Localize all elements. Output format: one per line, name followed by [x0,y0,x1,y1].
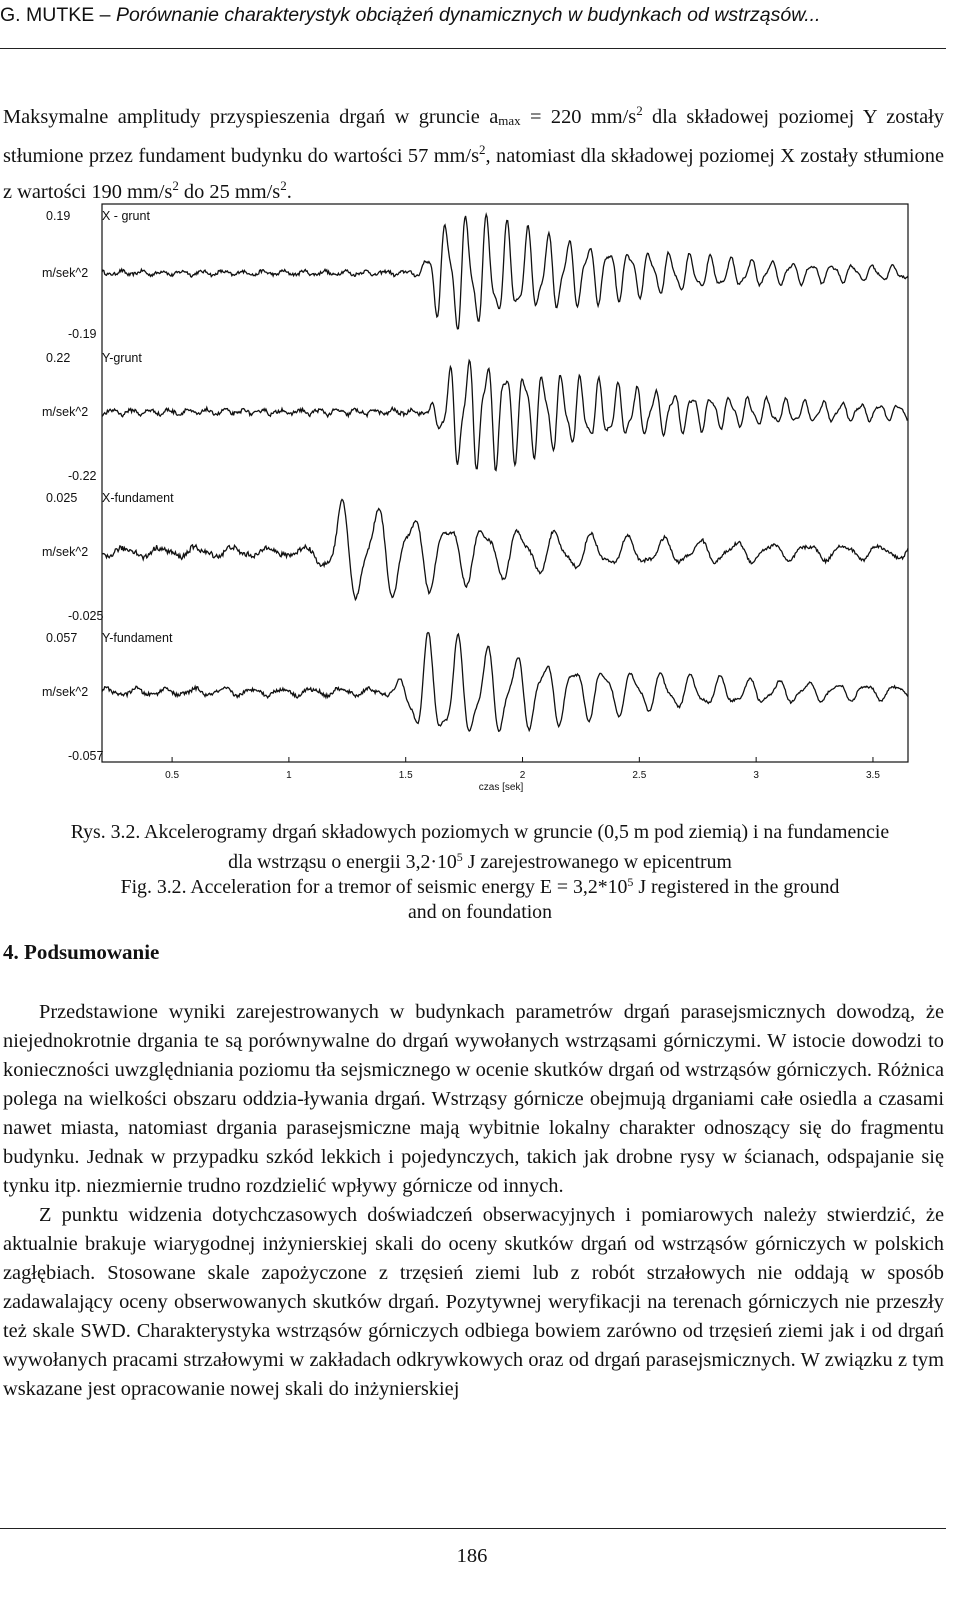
header-title: Porównanie charakterystyk obciążeń dynamicznych w budynkach od wstrząsów... [115,4,821,26]
summary-body [3,998,944,1404]
y-max-label: 0.22 [46,351,71,365]
x-tick-label: 3 [753,770,759,781]
intro-text: do 25 mm/s [178,181,281,203]
x-tick-label: 1.5 [398,770,413,781]
accelerogram-trace [102,360,908,470]
trace-label: Y-fundament [102,631,173,645]
y-max-label: 0.057 [46,631,78,645]
intro-paragraph [3,96,944,207]
x-tick-label: 1 [286,770,292,781]
x-tick-label: 2.5 [632,770,647,781]
caption-pl-line: J zarejestrowanego w epicentrum [462,851,732,873]
intro-text: dla składowej poziomej Y zostały stłumione przez fundament budynku do wartości 57 mm/s [3,106,944,167]
intro-superscript: 2 [636,103,643,118]
intro-text: = 220 mm/s [520,106,637,128]
y-max-label: 0.025 [46,491,78,505]
caption-en-line: J registered in the ground [633,876,840,898]
caption-superscript: 5 [456,850,463,864]
page-number: 186 [456,1545,488,1567]
header-author: G. MUTKE [0,4,95,26]
header-rule [0,48,946,49]
summary-paragraph-1: Przedstawione wyniki zarejestrowanych w budynkach parametrów drgań parasejsmicznych dowodzą, że niejednokrotnie drgania te są porównywalne do drgań wywołanych wstrząsami górniczymi. W istocie dowodzi to konieczności uwzględniania poziomu tła sejsmicznego w ocenie skutków drgań od wstrząsów górniczych. Różnica polega na wielkości obszaru oddzia-ływania drgań. Wstrząsy górnicze obejmują drganiami całe osiedla a czasami nawet miasta, natomiast drgania parasejsmiczne mają wybitnie lokalny charakter odnoszący się do fragmentu budynku. Jednak w przypadku szkód lekkich i pojedynczych, takich jak drobne rysy w ścianach, odspajanie się tynku itp. niezmiernie trudno rozdzielić wpływy górnicze od innych. [3,1001,944,1197]
caption-en-line: and on foundation [408,901,552,923]
x-axis-label: czas [sek] [478,782,524,793]
caption-superscript: 5 [627,875,634,889]
intro-superscript: 2 [280,178,287,193]
intro-text: Maksymalne amplitudy przyspieszenia drgań w gruncie a [3,106,499,128]
intro-text: . [286,181,292,203]
y-unit-label: m/sek^2 [42,685,89,699]
figure-caption-english [0,870,960,925]
trace-label: Y-grunt [102,351,142,365]
y-max-label: 0.19 [46,209,71,223]
y-min-label: -0.22 [68,469,97,483]
caption-en-line: Fig. 3.2. Acceleration for a tremor of seismic energy E = 3,2*10 [120,876,628,898]
section-heading: 4. Podsumowanie [3,940,160,964]
plot-frame [102,204,908,762]
y-min-label: -0.19 [68,327,97,341]
y-min-label: -0.057 [68,749,104,763]
accelerogram-trace [102,500,908,600]
caption-pl-line: dla wstrząsu o energii 3,2·10 [228,851,457,873]
intro-superscript: 2 [172,178,179,193]
y-min-label: -0.025 [68,609,104,623]
y-unit-label: m/sek^2 [42,405,89,419]
trace-label: X - grunt [102,209,150,223]
y-unit-label: m/sek^2 [42,266,89,280]
footer-rule [0,1528,946,1529]
intro-text: , natomiast dla składowej poziomej X zostały stłumione z wartości 190 mm/s [3,145,944,203]
intro-subscript: max [498,113,521,128]
summary-paragraph-2: Z punktu widzenia dotychczasowych doświadczeń obserwacyjnych i pomiarowych należy stwierdzić, że aktualnie brakuje wiarygodnej inżynierskiej skali do oceny skutków drgań od wstrząsów górniczych w polskich zagłębiach. Stosowane skale zapożyczone z trzęsień ziemi lub z robót strzałowych nie oddają w sposób zadawalający oceny obserwowanych skutków drgań. Pozytywnej weryfikacji na terenach górniczych nie przeszły też skale SWD. Charakterystyka wstrząsów górniczych odbiega bowiem zarówno od trzęsień ziemi jak i od drgań wywołanych pracami strzałowymi w zakładach odkrywkowych oraz od drgań parasejsmicznych. W związku z tym wskazane jest opracowanie nowej skali do inżynierskiej [3,1204,944,1400]
x-tick-label: 3.5 [866,770,880,781]
accelerogram-figure [0,200,960,800]
figure-caption-polish [0,820,960,875]
accelerogram-trace [102,633,908,732]
caption-pl-line: Rys. 3.2. Akcelerogramy drgań składowych poziomych w gruncie (0,5 m pod ziemią) i na fundamencie [70,821,890,843]
trace-label: X-fundament [102,491,174,505]
x-tick-label: 2 [519,770,526,781]
accelerogram-trace [102,214,908,328]
intro-superscript: 2 [479,142,486,157]
y-unit-label: m/sek^2 [42,545,89,559]
header-separator: – [94,4,116,26]
x-tick-label: 0.5 [165,770,180,781]
running-header [0,4,946,27]
